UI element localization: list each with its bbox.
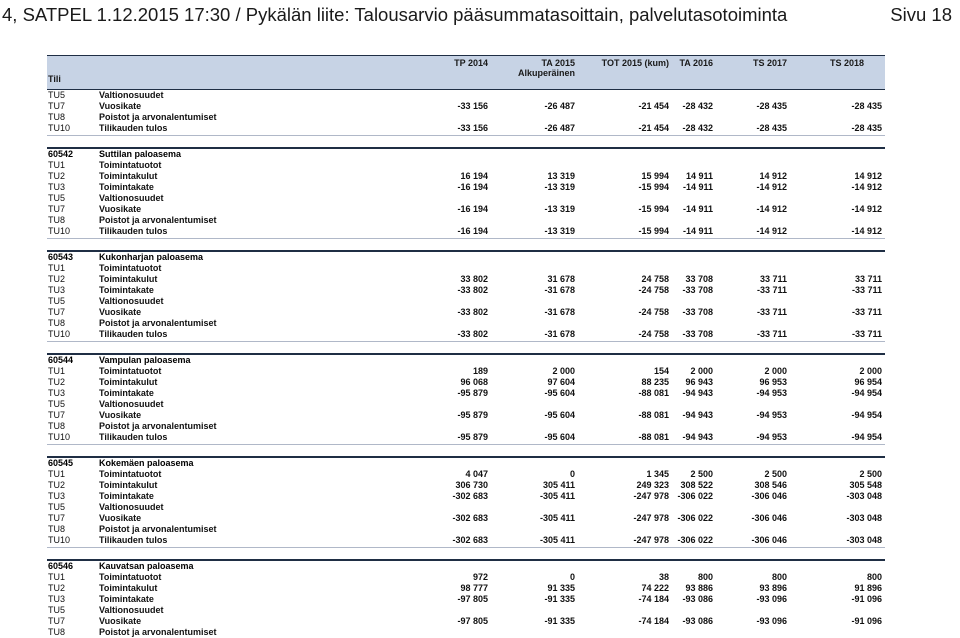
value-cell: -247 978 <box>633 513 669 524</box>
value-cell: 38 <box>658 571 669 582</box>
section-name: Kauvatsan paloasema <box>99 560 194 571</box>
account-label: Toimintakate <box>99 387 154 398</box>
value-cell: -31 678 <box>544 329 575 340</box>
value-cell: -14 912 <box>756 181 787 192</box>
account-label: Toimintakate <box>99 593 154 604</box>
value-cell: -247 978 <box>633 535 669 546</box>
value-cell: 98 777 <box>460 582 488 593</box>
value-cell: -302 683 <box>452 535 488 546</box>
account-label: Valtionosuudet <box>99 604 164 615</box>
value-cell: -303 048 <box>846 490 882 501</box>
section-header <box>47 149 885 160</box>
section-name: Suttilan paloasema <box>99 148 182 159</box>
budget-table <box>47 55 885 638</box>
value-cell: 189 <box>472 365 488 376</box>
account-code: TU8 <box>48 421 66 432</box>
account-label: Toimintakulut <box>99 582 158 593</box>
table-row <box>47 171 885 182</box>
value-cell: 154 <box>653 365 669 376</box>
value-cell: -28 435 <box>756 123 787 134</box>
value-cell: -14 912 <box>756 204 787 215</box>
column-header-row <box>47 55 885 90</box>
value-cell: -95 604 <box>544 387 575 398</box>
table-row <box>47 432 885 444</box>
value-cell: -28 432 <box>682 101 713 112</box>
value-cell: -93 086 <box>682 616 713 627</box>
value-cell: 91 896 <box>854 582 882 593</box>
value-cell: 800 <box>771 571 787 582</box>
account-label: Tilikauden tulos <box>99 123 168 134</box>
value-cell: 0 <box>569 468 575 479</box>
value-cell: -33 708 <box>682 329 713 340</box>
value-cell: -305 411 <box>539 535 575 546</box>
table-row <box>47 572 885 583</box>
account-code: TU5 <box>48 295 66 306</box>
value-cell: -305 411 <box>539 490 575 501</box>
value-cell: 2 000 <box>690 365 713 376</box>
value-cell: -94 953 <box>756 410 787 421</box>
account-label: Valtionosuudet <box>99 90 164 100</box>
value-cell: -94 943 <box>682 387 713 398</box>
account-code: TU7 <box>48 204 66 215</box>
value-cell: -28 435 <box>756 101 787 112</box>
section-header <box>47 458 885 469</box>
value-cell: -74 184 <box>638 616 669 627</box>
value-cell: -306 046 <box>751 490 787 501</box>
account-label: Toimintakate <box>99 284 154 295</box>
value-cell: -33 711 <box>756 307 787 318</box>
value-cell: -95 879 <box>457 410 488 421</box>
account-label: Toimintakulut <box>99 479 158 490</box>
table-row <box>47 101 885 112</box>
table-row <box>47 226 885 238</box>
value-cell: -95 604 <box>544 410 575 421</box>
section-code: 60546 <box>48 560 74 571</box>
value-cell: 14 912 <box>854 170 882 181</box>
value-cell: 14 911 <box>685 170 713 181</box>
account-code: TU8 <box>48 627 66 638</box>
value-cell: 33 711 <box>759 273 787 284</box>
value-cell: -14 911 <box>682 204 713 215</box>
table-row <box>47 583 885 594</box>
value-cell: -33 711 <box>756 284 787 295</box>
table-row <box>47 535 885 547</box>
value-cell: -14 912 <box>851 226 882 237</box>
value-cell: -95 604 <box>544 432 575 443</box>
value-cell: 308 522 <box>680 479 713 490</box>
column-header-ts2018: TS 2018 <box>829 58 864 68</box>
account-label: Valtionosuudet <box>99 398 164 409</box>
table-row <box>47 307 885 318</box>
account-code: TU3 <box>48 593 66 604</box>
value-cell: -33 156 <box>457 101 488 112</box>
section-header <box>47 561 885 572</box>
table-row <box>47 366 885 377</box>
table-row <box>47 502 885 513</box>
table-row <box>47 123 885 135</box>
account-code: TU10 <box>48 432 71 443</box>
value-cell: -33 711 <box>851 284 882 295</box>
section-name: Kokemäen paloasema <box>99 457 194 468</box>
table-row <box>47 605 885 616</box>
account-code: TU2 <box>48 376 66 387</box>
account-code: TU3 <box>48 181 66 192</box>
section-name: Kukonharjan paloasema <box>99 251 204 262</box>
value-cell: 13 319 <box>547 170 575 181</box>
account-code: TU7 <box>48 101 66 112</box>
section-code: 60545 <box>48 457 74 468</box>
section-name: Vampulan paloasema <box>99 354 191 365</box>
table-body <box>47 90 885 638</box>
table-row <box>47 274 885 285</box>
value-cell: -305 411 <box>539 513 575 524</box>
value-cell: -93 096 <box>756 593 787 604</box>
value-cell: 306 730 <box>455 479 488 490</box>
value-cell: 31 678 <box>547 273 575 284</box>
value-cell: 93 896 <box>759 582 787 593</box>
account-label: Poistot ja arvonalentumiset <box>99 112 217 123</box>
account-code: TU10 <box>48 535 71 546</box>
account-label: Vuosikate <box>99 101 142 112</box>
value-cell: 305 548 <box>849 479 882 490</box>
account-label: Valtionosuudet <box>99 192 164 203</box>
table-row <box>47 182 885 193</box>
account-label: Toimintatuotot <box>99 159 162 170</box>
value-cell: -33 156 <box>457 123 488 134</box>
account-label: Tilikauden tulos <box>99 226 168 237</box>
account-label: Toimintakate <box>99 181 154 192</box>
account-code: TU1 <box>48 571 66 582</box>
value-cell: -94 954 <box>851 410 882 421</box>
value-cell: 74 222 <box>641 582 669 593</box>
account-label: Vuosikate <box>99 204 142 215</box>
value-cell: -306 022 <box>677 535 713 546</box>
value-cell: -303 048 <box>846 513 882 524</box>
table-row <box>47 318 885 329</box>
table-row <box>47 388 885 399</box>
account-code: TU5 <box>48 192 66 203</box>
table-row <box>47 296 885 307</box>
account-code: TU1 <box>48 262 66 273</box>
account-label: Poistot ja arvonalentumiset <box>99 627 217 638</box>
account-code: TU5 <box>48 501 66 512</box>
value-cell: 97 604 <box>547 376 575 387</box>
table-row <box>47 160 885 171</box>
value-cell: 24 758 <box>641 273 669 284</box>
value-cell: 249 323 <box>636 479 669 490</box>
table-row <box>47 112 885 123</box>
column-subheader-alkuperainen: Alkuperäinen <box>517 68 575 78</box>
value-cell: 88 235 <box>641 376 669 387</box>
section-code: 60543 <box>48 251 74 262</box>
value-cell: -97 805 <box>457 616 488 627</box>
account-label: Vuosikate <box>99 410 142 421</box>
column-header-ta2016: TA 2016 <box>679 58 713 68</box>
value-cell: -24 758 <box>638 284 669 295</box>
value-cell: 2 500 <box>764 468 787 479</box>
value-cell: -31 678 <box>544 284 575 295</box>
value-cell: -24 758 <box>638 307 669 318</box>
value-cell: -95 879 <box>457 432 488 443</box>
column-header-ts2017: TS 2017 <box>752 58 787 68</box>
value-cell: -14 911 <box>682 226 713 237</box>
value-cell: 972 <box>472 571 488 582</box>
account-code: TU1 <box>48 365 66 376</box>
account-code: TU7 <box>48 513 66 524</box>
value-cell: 800 <box>697 571 713 582</box>
account-label: Toimintakate <box>99 490 154 501</box>
table-row <box>47 627 885 638</box>
value-cell: -74 184 <box>638 593 669 604</box>
value-cell: -21 454 <box>638 123 669 134</box>
table-row <box>47 329 885 341</box>
account-label: Tilikauden tulos <box>99 535 168 546</box>
account-code: TU8 <box>48 524 66 535</box>
table-row <box>47 377 885 388</box>
value-cell: -28 435 <box>851 123 882 134</box>
account-label: Toimintatuotot <box>99 468 162 479</box>
value-cell: -16 194 <box>457 226 488 237</box>
account-code: TU5 <box>48 604 66 615</box>
account-label: Vuosikate <box>99 307 142 318</box>
account-label: Toimintakulut <box>99 170 158 181</box>
value-cell: 96 068 <box>460 376 488 387</box>
account-code: TU2 <box>48 170 66 181</box>
column-header-tp2014: TP 2014 <box>454 58 488 68</box>
table-row <box>47 263 885 274</box>
account-code: TU1 <box>48 159 66 170</box>
section-code: 60544 <box>48 354 74 365</box>
value-cell: 14 912 <box>759 170 787 181</box>
value-cell: -13 319 <box>544 204 575 215</box>
value-cell: -95 879 <box>457 387 488 398</box>
account-label: Tilikauden tulos <box>99 329 168 340</box>
account-label: Toimintatuotot <box>99 365 162 376</box>
account-code: TU10 <box>48 123 71 134</box>
account-label: Vuosikate <box>99 616 142 627</box>
account-label: Toimintatuotot <box>99 571 162 582</box>
value-cell: -33 802 <box>457 284 488 295</box>
value-cell: -302 683 <box>452 513 488 524</box>
value-cell: -91 096 <box>851 616 882 627</box>
account-code: TU3 <box>48 490 66 501</box>
account-label: Valtionosuudet <box>99 295 164 306</box>
account-label: Poistot ja arvonalentumiset <box>99 524 217 535</box>
value-cell: -306 046 <box>751 513 787 524</box>
section-header <box>47 252 885 263</box>
value-cell: -33 802 <box>457 307 488 318</box>
section-spacer <box>47 342 885 353</box>
value-cell: -13 319 <box>544 181 575 192</box>
value-cell: -94 954 <box>851 387 882 398</box>
account-label: Valtionosuudet <box>99 501 164 512</box>
value-cell: -306 046 <box>751 535 787 546</box>
account-code: TU10 <box>48 226 71 237</box>
value-cell: -33 708 <box>682 284 713 295</box>
value-cell: -247 978 <box>633 490 669 501</box>
account-code: TU8 <box>48 112 66 123</box>
value-cell: 1 345 <box>646 468 669 479</box>
account-code: TU7 <box>48 410 66 421</box>
section-spacer <box>47 136 885 147</box>
value-cell: -14 912 <box>851 204 882 215</box>
value-cell: 308 546 <box>754 479 787 490</box>
column-header-tili: Tili <box>48 74 61 84</box>
account-label: Poistot ja arvonalentumiset <box>99 421 217 432</box>
value-cell: 800 <box>866 571 882 582</box>
value-cell: 15 994 <box>641 170 669 181</box>
value-cell: -13 319 <box>544 226 575 237</box>
table-row <box>47 399 885 410</box>
value-cell: -88 081 <box>638 432 669 443</box>
value-cell: -94 953 <box>756 432 787 443</box>
value-cell: -93 086 <box>682 593 713 604</box>
account-code: TU5 <box>48 398 66 409</box>
value-cell: 2 000 <box>552 365 575 376</box>
value-cell: -306 022 <box>677 490 713 501</box>
value-cell: 2 500 <box>690 468 713 479</box>
table-row <box>47 491 885 502</box>
value-cell: -303 048 <box>846 535 882 546</box>
table-row <box>47 594 885 605</box>
value-cell: -33 711 <box>756 329 787 340</box>
document-title: 4, SATPEL 1.12.2015 17:30 / Pykälän liite: Talousarvio pääsummatasoittain, palvelutasotoiminta <box>2 4 788 25</box>
value-cell: -31 678 <box>544 307 575 318</box>
value-cell: 2 000 <box>764 365 787 376</box>
account-label: Poistot ja arvonalentumiset <box>99 215 217 226</box>
value-cell: -21 454 <box>638 101 669 112</box>
table-row <box>47 90 885 101</box>
value-cell: -28 432 <box>682 123 713 134</box>
value-cell: -94 943 <box>682 410 713 421</box>
value-cell: -91 335 <box>544 616 575 627</box>
value-cell: -302 683 <box>452 490 488 501</box>
account-code: TU8 <box>48 318 66 329</box>
value-cell: 2 000 <box>859 365 882 376</box>
table-row <box>47 410 885 421</box>
table-row <box>47 616 885 627</box>
table-row <box>47 421 885 432</box>
account-code: TU5 <box>48 90 66 100</box>
value-cell: -88 081 <box>638 387 669 398</box>
table-row <box>47 193 885 204</box>
value-cell: 0 <box>569 571 575 582</box>
section-code: 60542 <box>48 148 74 159</box>
value-cell: 96 943 <box>685 376 713 387</box>
account-code: TU3 <box>48 284 66 295</box>
value-cell: -94 943 <box>682 432 713 443</box>
value-cell: -15 994 <box>638 226 669 237</box>
table-row <box>47 469 885 480</box>
value-cell: 96 954 <box>854 376 882 387</box>
value-cell: -91 096 <box>851 593 882 604</box>
table-row <box>47 480 885 491</box>
value-cell: -33 711 <box>851 329 882 340</box>
value-cell: -16 194 <box>457 181 488 192</box>
value-cell: -26 487 <box>544 123 575 134</box>
value-cell: 91 335 <box>547 582 575 593</box>
account-code: TU10 <box>48 329 71 340</box>
account-code: TU8 <box>48 215 66 226</box>
value-cell: -26 487 <box>544 101 575 112</box>
value-cell: 33 711 <box>854 273 882 284</box>
value-cell: 93 886 <box>685 582 713 593</box>
section-header <box>47 355 885 366</box>
value-cell: -93 096 <box>756 616 787 627</box>
table-row <box>47 204 885 215</box>
account-label: Tilikauden tulos <box>99 432 168 443</box>
value-cell: -97 805 <box>457 593 488 604</box>
value-cell: -15 994 <box>638 181 669 192</box>
table-row <box>47 524 885 535</box>
value-cell: -24 758 <box>638 329 669 340</box>
section-spacer <box>47 445 885 456</box>
value-cell: -88 081 <box>638 410 669 421</box>
value-cell: 4 047 <box>465 468 488 479</box>
value-cell: -14 912 <box>851 181 882 192</box>
value-cell: 33 802 <box>460 273 488 284</box>
value-cell: 305 411 <box>542 479 575 490</box>
value-cell: -91 335 <box>544 593 575 604</box>
account-label: Toimintakulut <box>99 273 158 284</box>
value-cell: -15 994 <box>638 204 669 215</box>
account-label: Poistot ja arvonalentumiset <box>99 318 217 329</box>
value-cell: -306 022 <box>677 513 713 524</box>
document-header <box>2 4 952 34</box>
account-code: TU2 <box>48 582 66 593</box>
value-cell: 96 953 <box>759 376 787 387</box>
value-cell: -16 194 <box>457 204 488 215</box>
table-row <box>47 285 885 296</box>
account-code: TU2 <box>48 273 66 284</box>
account-code: TU3 <box>48 387 66 398</box>
value-cell: -33 711 <box>851 307 882 318</box>
account-code: TU7 <box>48 307 66 318</box>
section-spacer <box>47 239 885 250</box>
account-label: Toimintatuotot <box>99 262 162 273</box>
value-cell: -94 953 <box>756 387 787 398</box>
value-cell: 33 708 <box>685 273 713 284</box>
account-code: TU7 <box>48 616 66 627</box>
value-cell: -14 911 <box>682 181 713 192</box>
value-cell: -14 912 <box>756 226 787 237</box>
value-cell: -94 954 <box>851 432 882 443</box>
table-row <box>47 215 885 226</box>
value-cell: -33 708 <box>682 307 713 318</box>
account-label: Vuosikate <box>99 513 142 524</box>
account-code: TU2 <box>48 479 66 490</box>
page-number: Sivu 18 <box>890 4 952 25</box>
section-spacer <box>47 548 885 559</box>
value-cell: 16 194 <box>460 170 488 181</box>
account-label: Toimintakulut <box>99 376 158 387</box>
account-code: TU1 <box>48 468 66 479</box>
column-header-tot2015: TOT 2015 (kum) <box>601 58 669 68</box>
value-cell: 2 500 <box>859 468 882 479</box>
value-cell: -28 435 <box>851 101 882 112</box>
column-header-ta2015: TA 2015 <box>541 58 575 68</box>
value-cell: -33 802 <box>457 329 488 340</box>
table-row <box>47 513 885 524</box>
